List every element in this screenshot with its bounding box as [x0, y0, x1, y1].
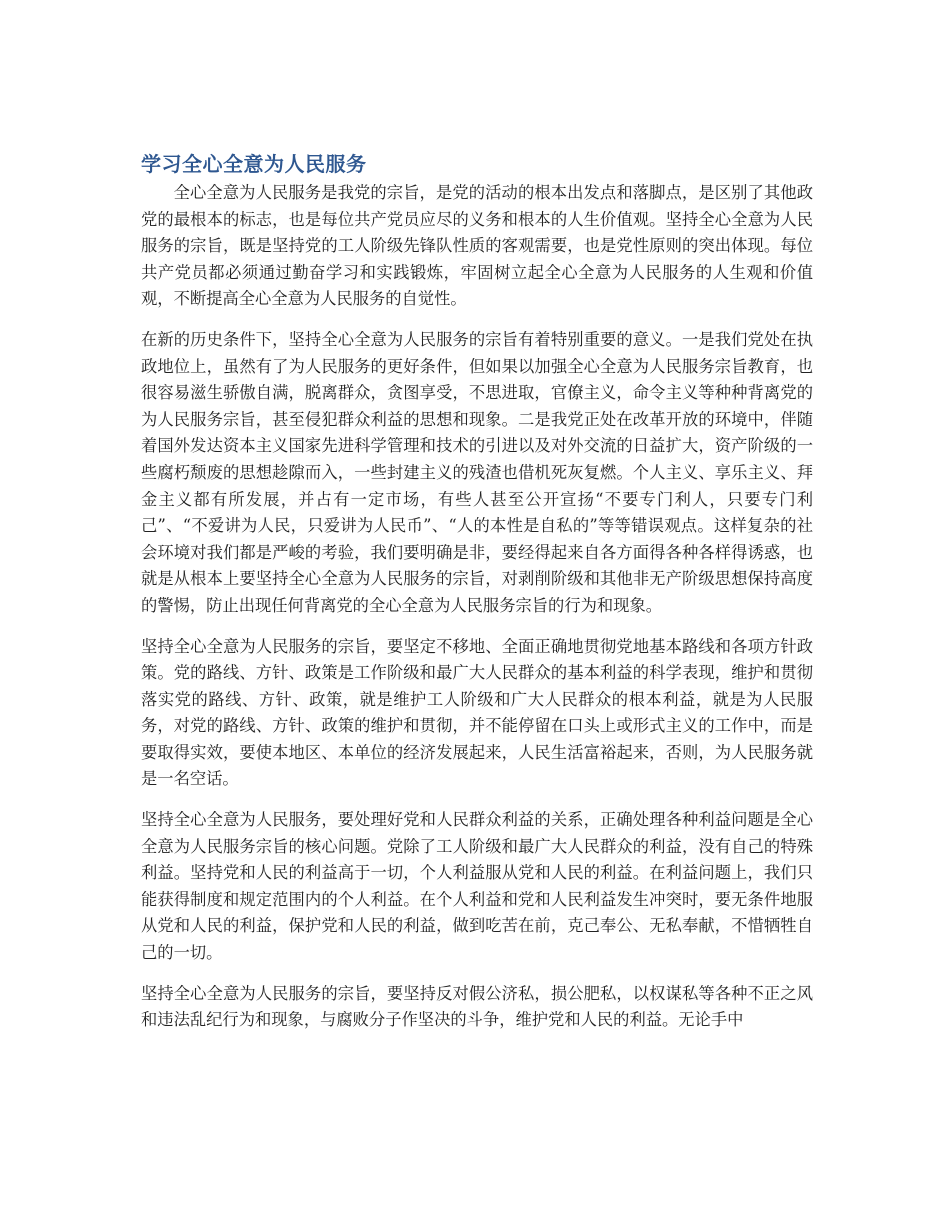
paragraph-4: 坚持全心全意为人民服务，要处理好党和人民群众利益的关系，正确处理各种利益问题是全心全意为人民服务宗旨的核心问题。党除了工人阶级和最广大人民群众的利益，没有自己的特殊利益。坚持党和人民的利益高于一切，个人利益服从党和人民的利益。在利益问题上，我们只能获得制度和规定范围内的个人利益。在个人利益和党和人民利益发生冲突时，要无条件地服从党和人民的利益，保护党和人民的利益，做到吃苦在前，克己奉公、无私奉献，不惜牺牲自己的一切。: [141, 810, 813, 963]
paragraph-1: 全心全意为人民服务是我党的宗旨，是党的活动的根本出发点和落脚点，是区别了其他政党的最根本的标志，也是每位共产党员应尽的义务和根本的人生价值观。坚持全心全意为人民服务的宗旨，既是坚持党的工人阶级先锋队性质的客观需要，也是党性原则的突出体现。每位共产党员都必须通过勤奋学习和实践锻炼，牢固树立起全心全意为人民服务的人生观和价值观，不断提高全心全意为人民服务的自觉性。: [141, 183, 813, 309]
document-title: 学习全心全意为人民服务: [141, 152, 367, 176]
paragraph-5: 坚持全心全意为人民服务的宗旨，要坚持反对假公济私，损公肥私，以权谋私等各种不正之风和违法乱纪行为和现象，与腐败分子作坚决的斗争，维护党和人民的利益。无论手中: [141, 983, 813, 1030]
document-body: [141, 150, 813, 1048]
paragraph-3: 坚持全心全意为人民服务的宗旨，要坚定不移地、全面正确地贯彻党地基本路线和各项方针政策。党的路线、方针、政策是工作阶级和最广大人民群众的基本利益的科学表现，维护和贯彻落实党的路线、方针、政策，就是维护工人阶级和广大人民群众的根本利益，就是为人民服务，对党的路线、方针、政策的维护和贯彻，并不能停留在口头上或形式主义的工作中，而是要取得实效，要使本地区、本单位的经济发展起来，人民生活富裕起来，否则，为人民服务就是一名空话。: [141, 636, 813, 789]
paragraph-2: 在新的历史条件下，坚持全心全意为人民服务的宗旨有着特别重要的意义。一是我们党处在执政地位上，虽然有了为人民服务的更好条件，但如果以加强全心全意为人民服务宗旨教育，也很容易滋生骄傲自满，脱离群众，贪图享受，不思进取，官僚主义，命令主义等种种背离党的为人民服务宗旨，甚至侵犯群众利益的思想和现象。二是我党正处在改革开放的环境中，伴随着国外发达资本主义国家先进科学管理和技术的引进以及对外交流的日益扩大，资产阶级的一些腐朽颓废的思想趁隙而入，一些封建主义的残渣也借机死灰复燃。个人主义、享乐主义、拜金主义都有所发展，并占有一定市场，有些人甚至公开宣扬“不要专门利人，只要专门利己”、“不爱讲为人民，只爱讲为人民币”、“人的本性是自私的”等等错误观点。这样复杂的社会环境对我们都是严峻的考验，我们要明确是非，要经得起来自各方面得各种各样得诱惑，也就是从根本上要坚持全心全意为人民服务的宗旨，对剥削阶级和其他非无产阶级思想保持高度的警惕，防止出现任何背离党的全心全意为人民服务宗旨的行为和现象。: [141, 329, 813, 615]
